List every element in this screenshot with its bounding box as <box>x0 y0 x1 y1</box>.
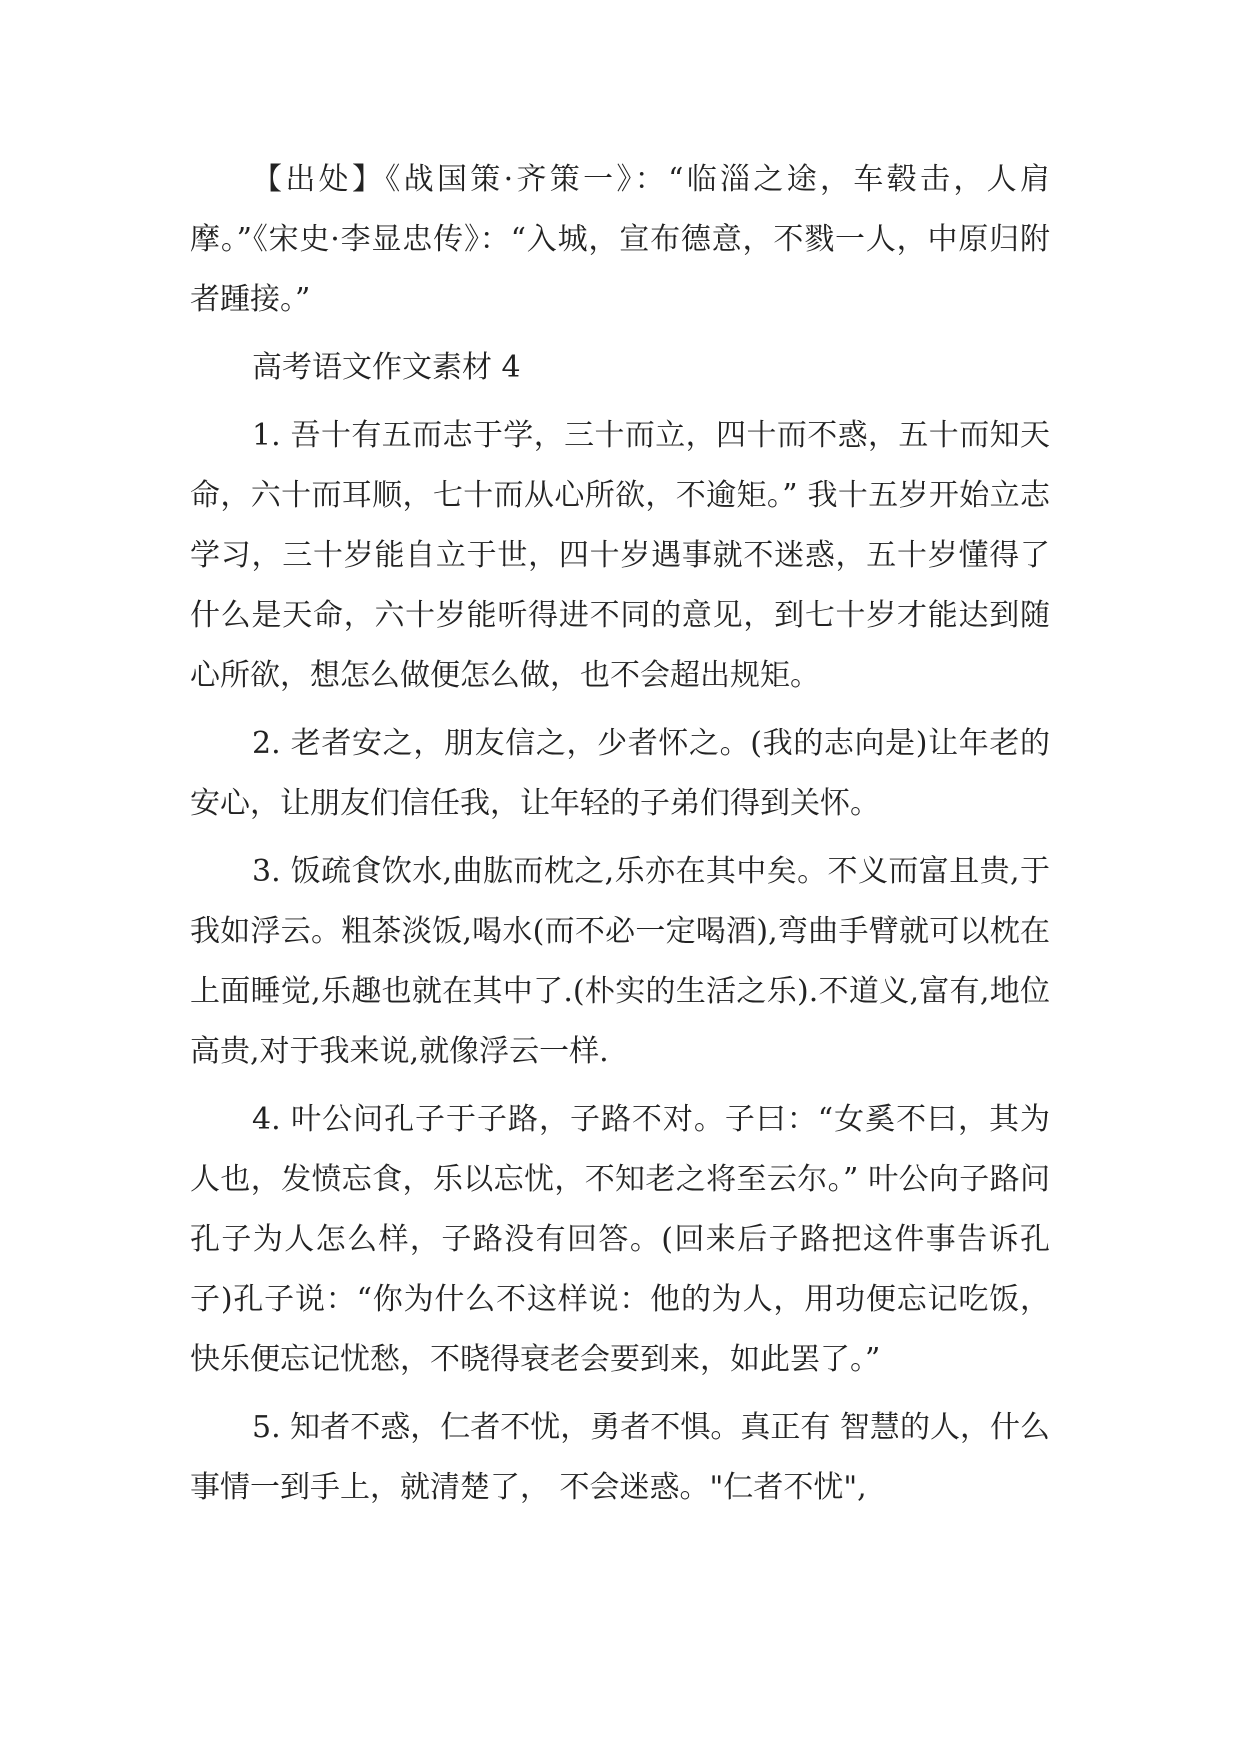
source-citation-paragraph: 【出处】《战国策·齐策一》：“临淄之途，车毂击，人肩摩。”《宋史·李显忠传》：“入城，宣布德意，不戮一人，中原归附者踵接。” <box>190 162 1050 317</box>
list-item-1: 1. 吾十有五而志于学，三十而立，四十而不惑，五十而知天命，六十而耳顺，七十而从心所欲，不逾矩。” 我十五岁开始立志学习，三十岁能自立于世，四十岁遇事就不迷惑，五十岁懂得了什么是天命，六十岁能听得进不同的意见，到七十岁才能达到随心所欲，想怎么做便怎么做，也不会超出规矩。 <box>190 418 1050 693</box>
list-item-4: 4. 叶公问孔子于子路，子路不对。子曰：“女奚不曰，其为人也，发愤忘食，乐以忘忧，不知老之将至云尔。” 叶公向子路问孔子为人怎么样，子路没有回答。(回来后子路把这件事告诉孔子)孔子说：“你为什么不这样说：他的为人，用功便忘记吃饭，快乐便忘记忧愁，不晓得衰老会要到来，如此罢了。” <box>190 1102 1050 1377</box>
section-heading: 高考语文作文素材 4 <box>252 350 521 385</box>
list-item-5: 5. 知者不惑，仁者不忧，勇者不惧。真正有 智慧的人，什么事情一到手上，就清楚了， 不会迷惑。"仁者不忧", <box>190 1410 1050 1505</box>
list-item-2: 2. 老者安之，朋友信之，少者怀之。(我的志向是)让年老的安心，让朋友们信任我，让年轻的子弟们得到关怀。 <box>190 726 1050 821</box>
list-item-3: 3. 饭疏食饮水,曲肱而枕之,乐亦在其中矣。不义而富且贵,于我如浮云。粗茶淡饭,喝水(而不必一定喝酒),弯曲手臂就可以枕在上面睡觉,乐趣也就在其中了.(朴实的生活之乐).不道义,富有,地位高贵,对于我来说,就像浮云一样. <box>190 854 1050 1069</box>
document-page <box>190 150 1050 1526</box>
